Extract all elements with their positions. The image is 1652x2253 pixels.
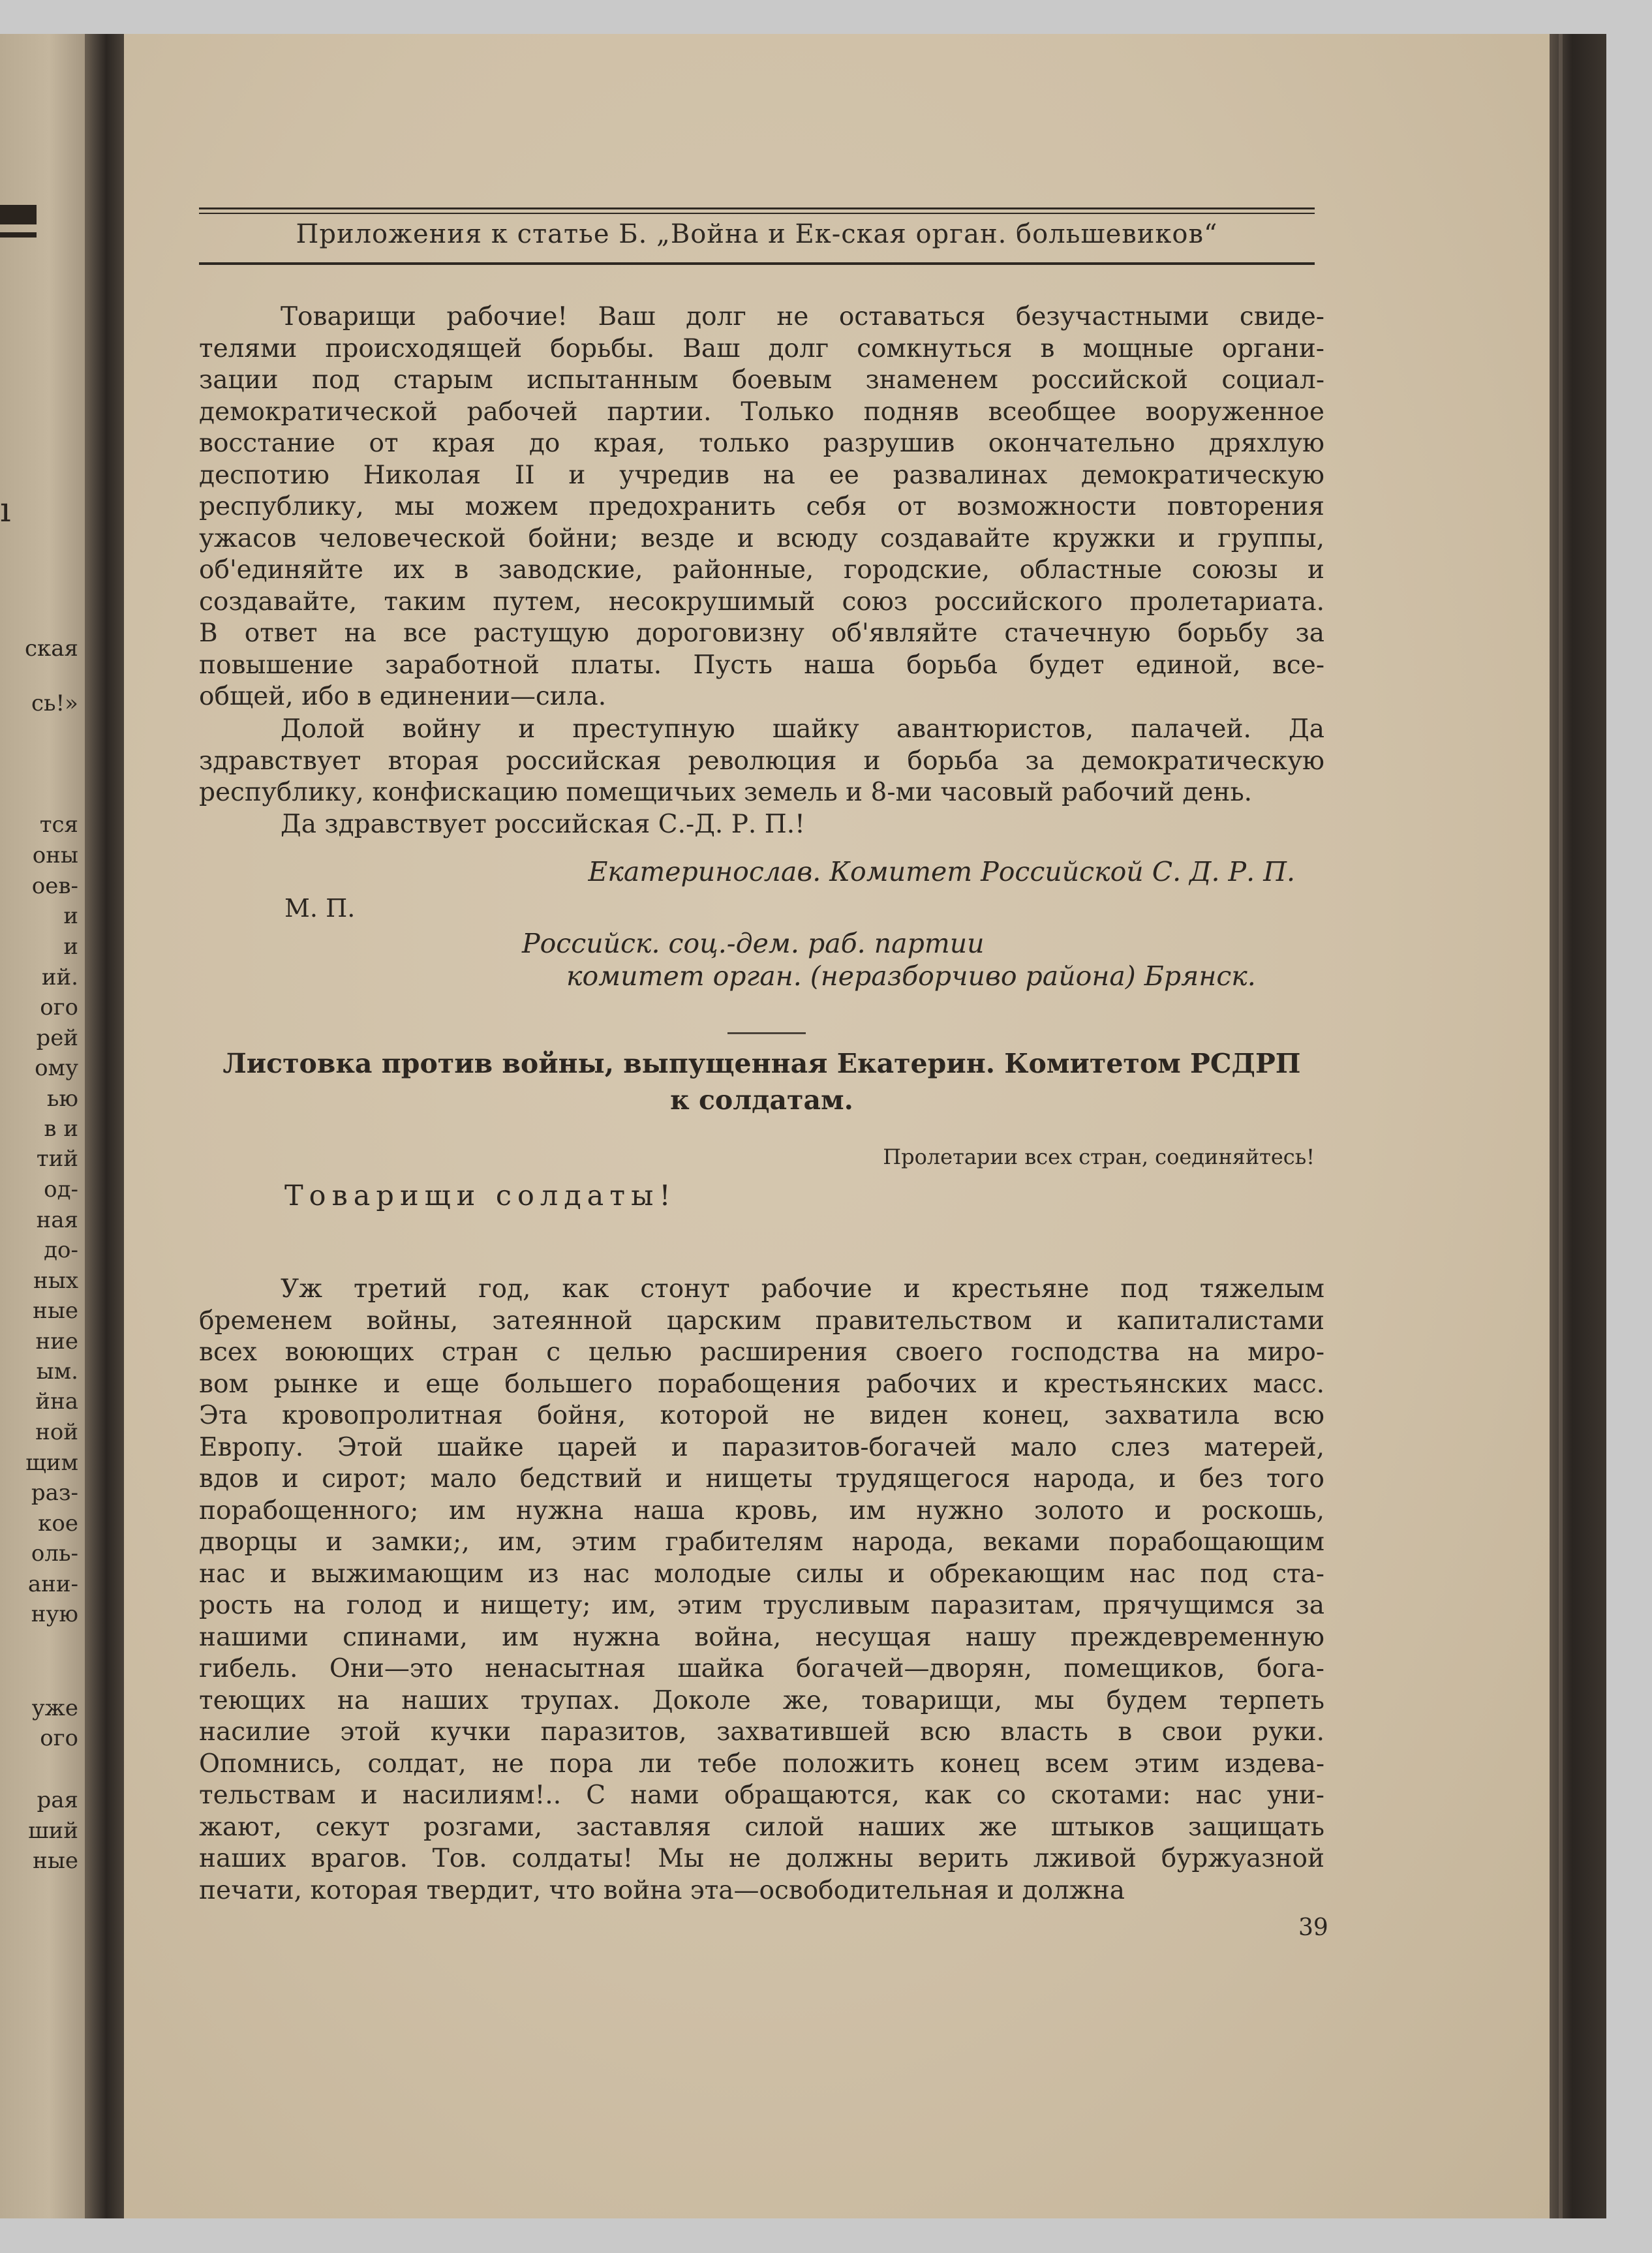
text-line: дворцы и замки;, им, этим грабителям народа, веками порабощающим xyxy=(199,1527,1324,1557)
text-line: повышение заработной платы. Пусть наша борьба будет единой, все- xyxy=(199,650,1324,680)
text-line: создавайте, таким путем, несокрушимый союз российского пролетариата. xyxy=(199,587,1324,617)
left-page-line: тся xyxy=(39,812,78,838)
signature-bryansk: комитет орган. (неразборчиво района) Брянск. xyxy=(566,960,1256,992)
text-line: бременем войны, затеянной царским правительством и капиталистами xyxy=(199,1306,1324,1336)
signature-committee: Екатеринослав. Комитет Российской С. Д. Р. П. xyxy=(588,856,1295,887)
left-page-line: ние xyxy=(35,1328,78,1355)
left-page-line: и xyxy=(63,903,78,929)
text-line: Товарищи рабочие! Ваш долг не оставаться безучастными свиде- xyxy=(281,302,1324,331)
book-gutter xyxy=(85,34,124,2218)
left-page-line: од- xyxy=(44,1176,78,1203)
book-edge xyxy=(1550,34,1606,2218)
leaflet-title-line-1: Листовка против войны, выпущенная Екатерин. Комитетом РСДРП xyxy=(222,1048,1301,1079)
left-page-line: рая xyxy=(37,1787,78,1813)
left-page-line: щим xyxy=(25,1450,78,1476)
leaflet-address: Товарищи солдаты! xyxy=(284,1180,677,1212)
appeal-slogan: Да здравствует российская С.-Д. Р. П.! xyxy=(281,810,805,839)
text-line: порабощенного; им нужна наша кровь, им нужно золото и роскошь, xyxy=(199,1495,1324,1525)
left-page-line: ий. xyxy=(41,964,78,990)
text-line: тельствам и насилиям!.. С нами обращаются, как со скотами: нас уни- xyxy=(199,1781,1324,1810)
left-page-line: раз- xyxy=(31,1480,78,1506)
text-line: рость на голод и нищету; им, этим трусливым паразитам, прячущимся за xyxy=(199,1591,1324,1620)
left-page-line: рей xyxy=(36,1025,78,1051)
text-line: Долой войну и преступную шайку авантюристов, палачей. Да xyxy=(281,714,1324,744)
text-line: деспотию Николая II и учредив на ее развалинах демократическую xyxy=(199,460,1324,490)
text-line: гибель. Они—это ненасытная шайка богачей—дворян, помещиков, бога- xyxy=(199,1654,1324,1683)
left-page-line: ных xyxy=(33,1268,78,1294)
text-line: В ответ на все растущую дороговизну об'являйте стачечную борьбу за xyxy=(199,619,1324,648)
left-page-line: ого xyxy=(40,1725,78,1751)
page-number: 39 xyxy=(1298,1914,1328,1941)
text-line: печати, которая твердит, что война эта—освободительная и должна xyxy=(199,1875,1125,1905)
text-line: Эта кровопролитная бойня, которой не виден конец, захватила всю xyxy=(199,1401,1324,1430)
left-page-line: оев- xyxy=(31,873,78,899)
text-line: общей, ибо в единении—сила. xyxy=(199,682,607,711)
appeal-paragraph-1 xyxy=(199,301,1324,713)
left-page-line: тий xyxy=(36,1146,78,1172)
left-page-heading-bar xyxy=(0,205,37,224)
text-line: республику, мы можем предохранить себя от возможности повторения xyxy=(199,492,1324,521)
left-page-line: йна xyxy=(35,1388,78,1415)
text-line: зации под старым испытанным боевым знаменем российской социал- xyxy=(199,365,1324,395)
text-line: Уж третий год, как стонут рабочие и крестьяне под тяжелым xyxy=(281,1274,1324,1304)
running-head: Приложения к статье Б. „Война и Ек-ская орган. большевиков“ xyxy=(296,219,1218,249)
left-page-line: ные xyxy=(33,1298,78,1324)
left-page-line: до- xyxy=(44,1237,78,1263)
text-line: Опомнись, солдат, не пора ли тебе положить конец всем этим издева- xyxy=(199,1749,1324,1779)
appeal-paragraph-3 xyxy=(199,809,1324,841)
left-page-line: ым. xyxy=(36,1358,78,1385)
left-page-line: ная xyxy=(36,1207,78,1233)
left-page-glyph: ı xyxy=(0,491,11,530)
header-rule-bottom xyxy=(199,262,1315,265)
signature-party: Российск. соц.-дем. раб. партии xyxy=(522,928,985,959)
text-line: об'единяйте их в заводские, районные, городские, областные союзы и xyxy=(199,555,1324,585)
text-line: ужасов человеческой бойни; везде и всюду создавайте кружки и группы, xyxy=(199,523,1324,553)
header-rule-top xyxy=(199,207,1315,209)
left-page-line: кое xyxy=(38,1510,78,1537)
text-line: телями происходящей борьбы. Ваш долг сомкнуться в мощные органи- xyxy=(199,333,1324,363)
left-page-line: сь!» xyxy=(31,690,78,716)
text-line: республику, конфискацию помещичьих земель и 8-ми часовый рабочий день. xyxy=(199,778,1253,807)
text-line: демократической рабочей партии. Только подняв всеобщее вооруженное xyxy=(199,397,1324,427)
left-page-line: оль- xyxy=(31,1540,78,1567)
left-page-line: ого xyxy=(40,994,78,1020)
left-page-line: ные xyxy=(33,1848,78,1874)
text-line: нас и выжимающим из нас молодые силы и обрекающим нас под ста- xyxy=(199,1559,1324,1589)
left-page-line: ью xyxy=(46,1086,78,1112)
header-rule-top-thin xyxy=(199,213,1315,214)
left-page-line: в и xyxy=(44,1116,78,1142)
seal-mark: М. П. xyxy=(284,894,356,923)
left-page-line: уже xyxy=(31,1695,78,1721)
text-line: жают, секут розгами, заставляя силой наших же штыков защищать xyxy=(199,1812,1324,1842)
text-line: наших врагов. Тов. солдаты! Мы не должны верить лживой буржуазной xyxy=(199,1844,1324,1873)
left-page-line: ший xyxy=(28,1818,78,1844)
leaflet-body xyxy=(199,1274,1324,1907)
left-page-heading-rule xyxy=(0,232,37,238)
appeal-paragraph-2 xyxy=(199,714,1324,809)
text-line: вдов и сирот; мало бедствий и нищеты трудящегося народа, и без того xyxy=(199,1464,1324,1494)
text-line: насилие этой кучки паразитов, захватившей всю власть в свои руки. xyxy=(199,1717,1324,1747)
text-line: вом рынке и еще большего порабощения рабочих и крестьянских масс. xyxy=(199,1369,1324,1399)
leaflet-title xyxy=(199,1045,1324,1118)
left-page-line: оны xyxy=(32,842,78,868)
text-line: теющих на наших трупах. Доколе же, товарищи, мы будем терпеть xyxy=(199,1685,1324,1715)
text-line: восстание от края до края, только разрушив окончательно дряхлую xyxy=(199,429,1324,458)
text-line: всех воюющих стран с целью расширения своего господства на миро- xyxy=(199,1338,1324,1367)
left-page-line: ани- xyxy=(27,1571,78,1597)
left-page-line: ская xyxy=(24,636,78,662)
left-page-line: ную xyxy=(31,1601,78,1627)
left-page-line: ому xyxy=(35,1055,78,1081)
left-page-line: ной xyxy=(35,1419,78,1445)
section-separator xyxy=(727,1032,806,1034)
leaflet-motto: Пролетарии всех стран, соединяйтесь! xyxy=(883,1144,1315,1169)
leaflet-title-line-2: к солдатам. xyxy=(670,1084,853,1116)
text-line: Европу. Этой шайке царей и паразитов-богачей мало слез матерей, xyxy=(199,1432,1324,1462)
text-line: нашими спинами, им нужна война, несущая нашу преждевременную xyxy=(199,1622,1324,1652)
text-line: здравствует вторая российская революция и борьба за демократическую xyxy=(199,746,1324,776)
left-page-line: и xyxy=(63,934,78,960)
